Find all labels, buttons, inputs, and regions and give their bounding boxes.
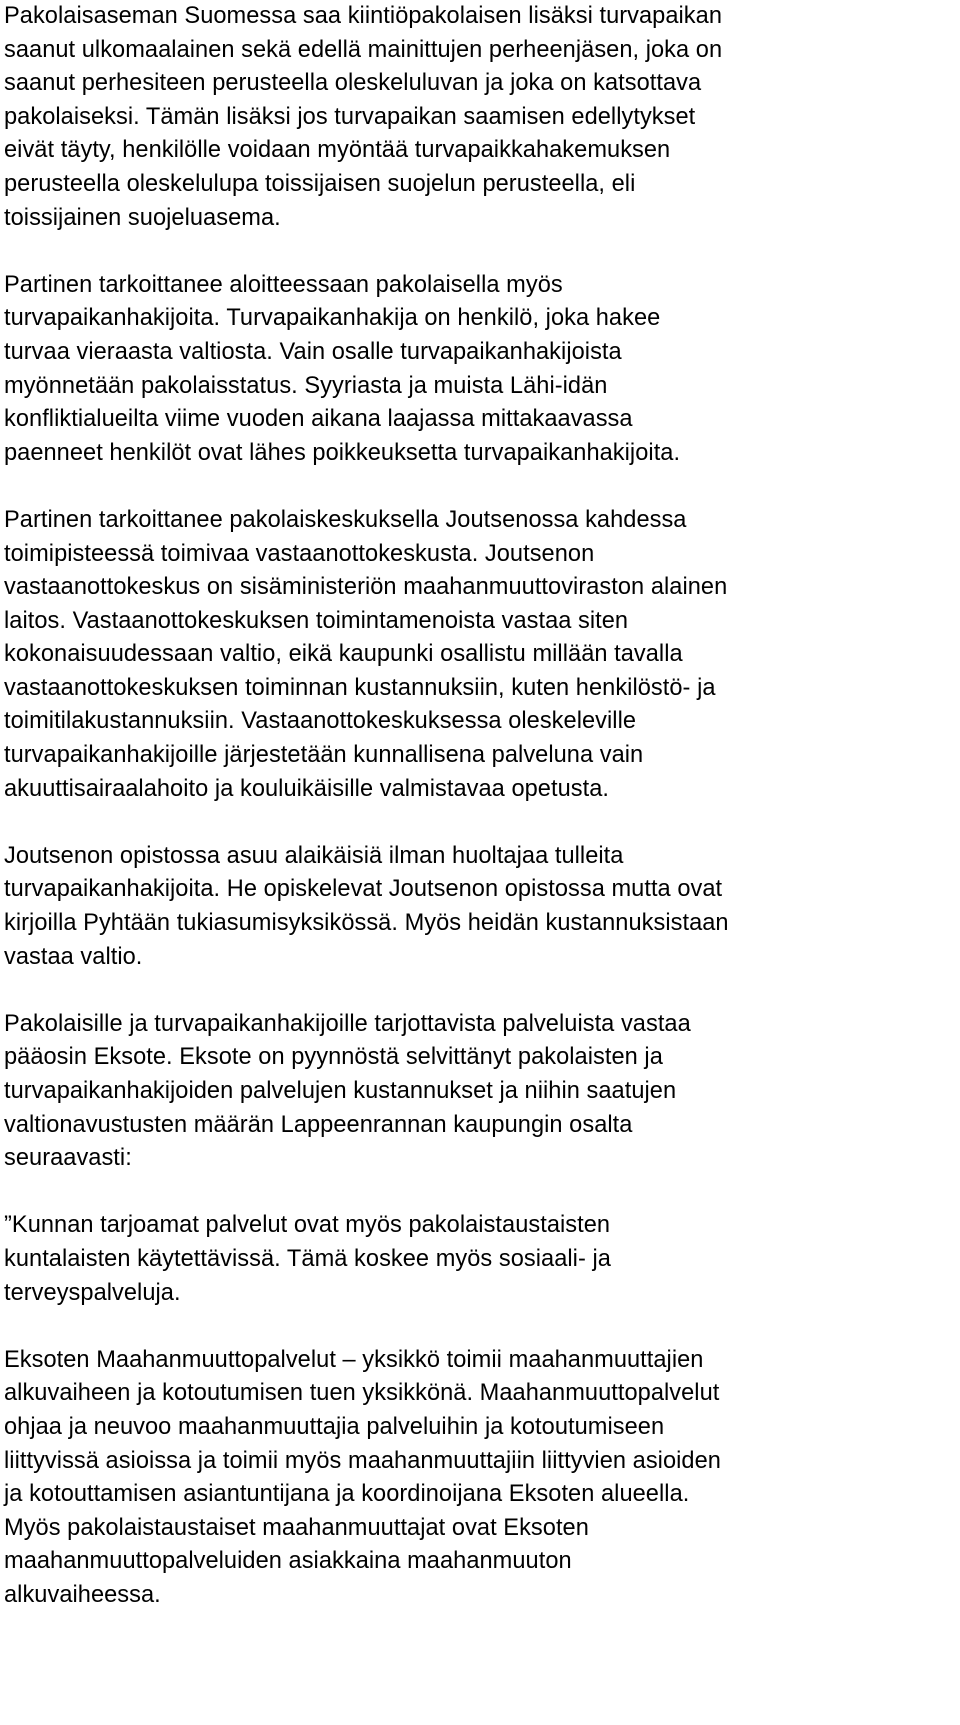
text-line: kirjoilla Pyhtään tukiasumisyksikössä. Myös heidän kustannuksistaan [4,910,729,937]
text-line: ”Kunnan tarjoamat palvelut ovat myös pakolaistaustaisten [4,1212,611,1239]
text-line: myönnetään pakolaisstatus. Syyriasta ja muista Lähi-idän [4,372,608,399]
text-line: kuntalaisten käytettävissä. Tämä koskee myös sosiaali- ja [4,1245,611,1272]
text-line: Partinen tarkoittanee aloitteessaan pakolaisella myös [4,271,563,298]
text-line: pääosin Eksote. Eksote on pyynnöstä selvittänyt pakolaisten ja [4,1044,663,1071]
text-line: turvapaikanhakijoille järjestetään kunnallisena palveluna vain [4,742,644,769]
text-line: saanut ulkomaalainen sekä edellä mainittujen perheenjäsen, joka on [4,36,723,63]
text-line: akuuttisairaalahoito ja kouluikäisille valmistavaa opetusta. [4,775,609,802]
text-line: Pakolaisaseman Suomessa saa kiintiöpakolaisen lisäksi turvapaikan [4,3,722,29]
text-line: saanut perhesiteen perusteella oleskeluluvan ja joka on katsottava [4,70,702,97]
text-line: toimitilakustannuksiin. Vastaanottokeskuksessa oleskeleville [4,708,637,735]
text-line: turvapaikanhakijoiden palvelujen kustannukset ja niihin saatujen [4,1078,677,1104]
text-line: turvapaikanhakijoita. Turvapaikanhakija on henkilö, joka hakee [4,305,661,332]
paragraph-eksote-services [4,1008,956,1176]
text-line: Partinen tarkoittanee pakolaiskeskuksella Joutsenossa kahdessa [4,506,687,533]
paragraph-refugee-status [4,0,956,235]
text-line: valtionavustusten määrän Lappeenrannan kaupungin osalta [4,1111,633,1138]
text-line: toimipisteessä toimivaa vastaanottokeskusta. Joutsenon [4,540,595,567]
text-line: turvaa vieraasta valtiosta. Vain osalle turvapaikanhakijoista [4,338,622,365]
text-line: terveyspalveluja. [4,1279,181,1306]
paragraph-reception-centre [4,504,956,806]
text-line: laitos. Vastaanottokeskuksen toimintamenoista vastaa siten [4,607,629,634]
text-line: maahanmuuttopalveluiden asiakkaina maahanmuuton [4,1548,572,1575]
paragraph-immigration-services [4,1344,956,1613]
text-line: vastaanottokeskus on sisäministeriön maahanmuuttoviraston alainen [4,574,728,601]
text-line: Eksoten Maahanmuuttopalvelut – yksikkö toimii maahanmuuttajien [4,1346,704,1373]
text-line: seuraavasti: [4,1145,132,1172]
paragraph-asylum-seekers [4,269,956,471]
text-line: perusteella oleskelulupa toissijaisen suojelun perusteella, eli [4,170,636,197]
text-line: liittyvissä asioissa ja toimii myös maahanmuuttajiin liittyvien asioiden [4,1447,721,1474]
text-line: eivät täyty, henkilölle voidaan myöntää turvapaikkahakemuksen [4,137,671,164]
text-line: vastaa valtio. [4,943,143,970]
text-line: toissijainen suojeluasema. [4,204,281,231]
text-line: Myös pakolaistaustaiset maahanmuuttajat ovat Eksoten [4,1514,589,1541]
text-line: ja kotouttamisen asiantuntijana ja koordinoijana Eksoten alueella. [4,1481,690,1508]
text-line: pakolaiseksi. Tämän lisäksi jos turvapaikan saamisen edellytykset [4,103,696,130]
text-line: konfliktialueilta viime vuoden aikana laajassa mittakaavassa [4,406,633,433]
text-line: kokonaisuudessaan valtio, eikä kaupunki osallistu millään tavalla [4,641,683,668]
document-page [4,0,956,1646]
text-line: ohjaa ja neuvoo maahanmuuttajia palveluihin ja kotoutumiseen [4,1413,665,1440]
text-line: paenneet henkilöt ovat lähes poikkeuksetta turvapaikanhakijoita. [4,439,681,466]
text-line: vastaanottokeskuksen toiminnan kustannuksiin, kuten henkilöstö- ja [4,674,716,701]
text-line: Joutsenon opistossa asuu alaikäisiä ilman huoltajaa tulleita [4,842,624,869]
text-line: alkuvaiheessa. [4,1581,161,1608]
text-line: Pakolaisille ja turvapaikanhakijoille tarjottavista palveluista vastaa [4,1010,691,1037]
paragraph-quote-municipal-services [4,1209,956,1310]
text-line: turvapaikanhakijoita. He opiskelevat Joutsenon opistossa mutta ovat [4,876,723,903]
text-line: alkuvaiheen ja kotoutumisen tuen yksikkönä. Maahanmuuttopalvelut [4,1380,720,1407]
paragraph-joutseno-college [4,840,956,974]
